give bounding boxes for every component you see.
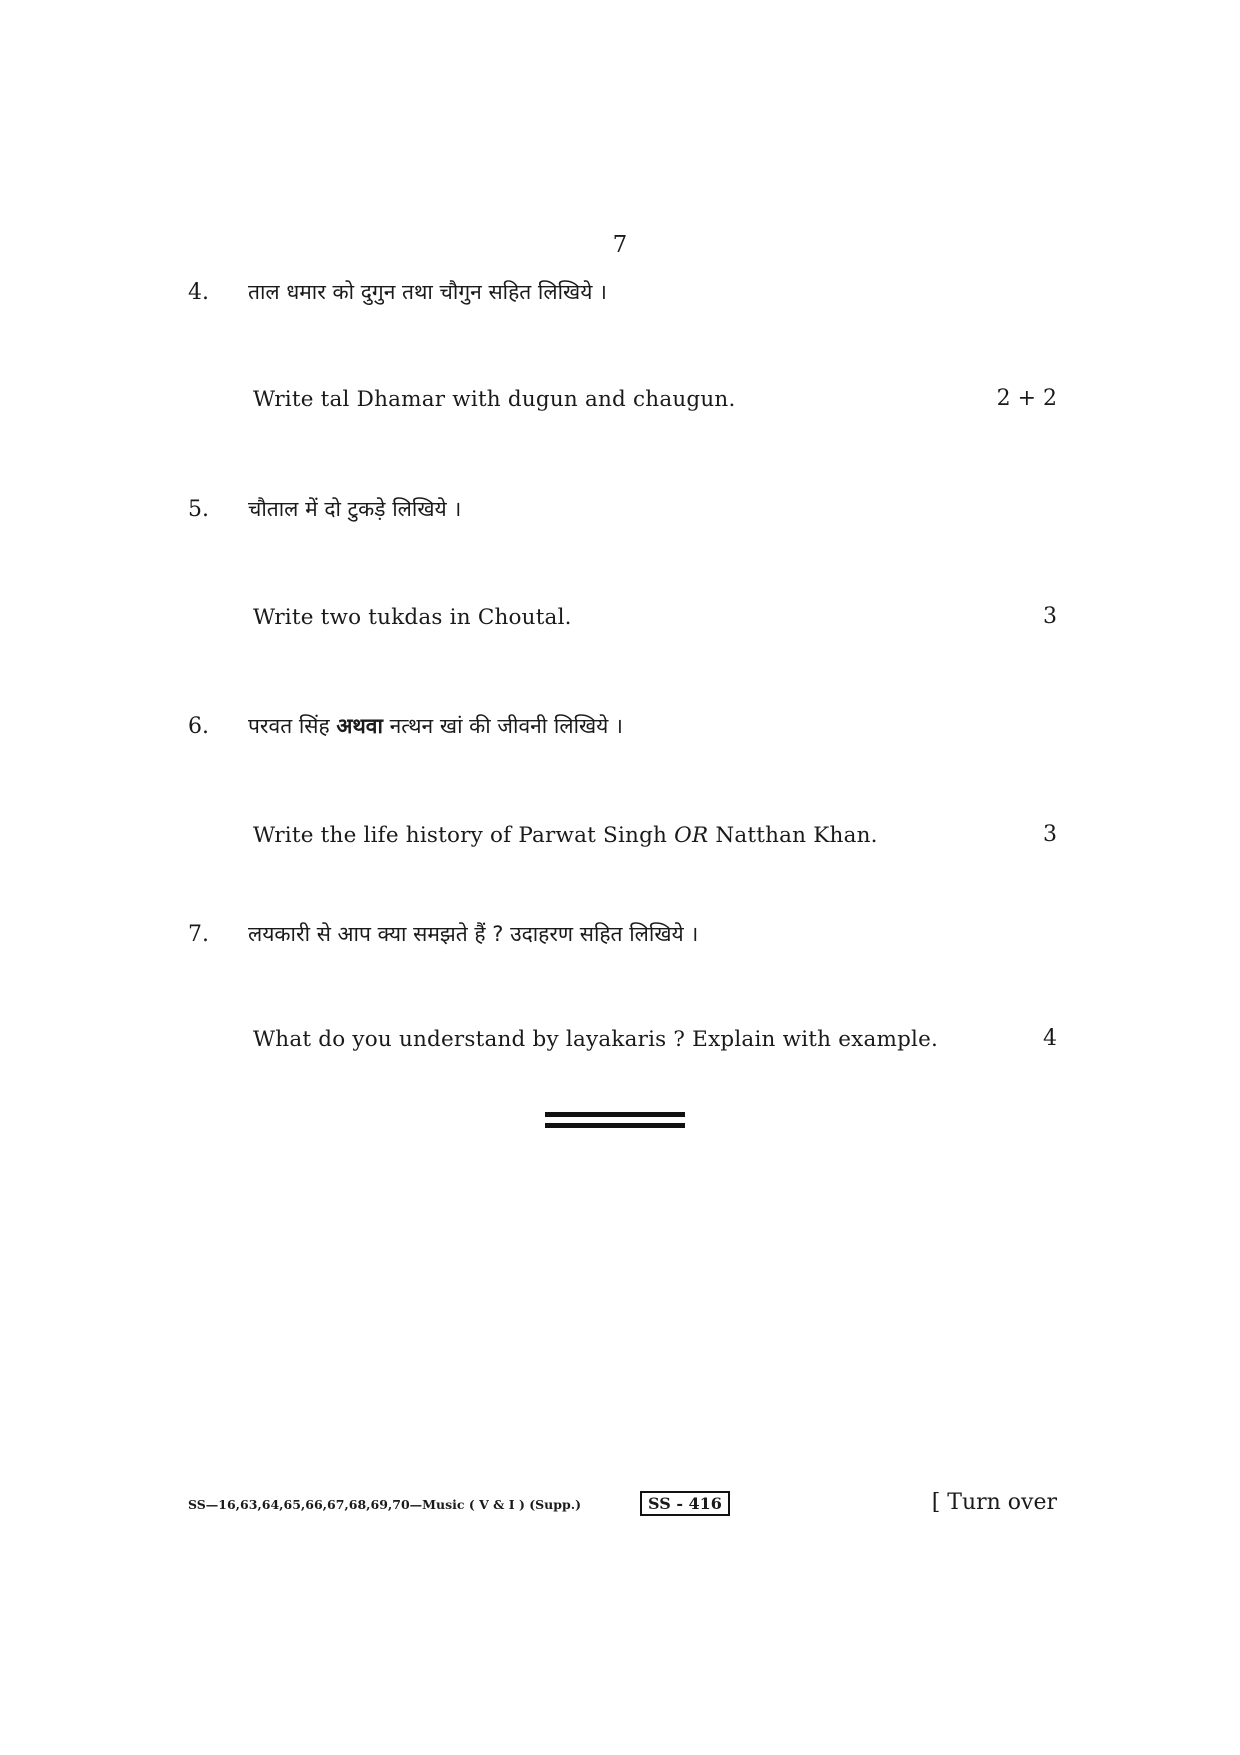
english-text: Natthan Khan. [715,823,878,848]
question-marks: 3 [1043,822,1057,847]
question-hindi [248,712,623,740]
question-hindi: लयकारी से आप क्या समझते हैं ? उदाहरण सहित लिखिये । [248,922,699,946]
question-english: What do you understand by layakaris ? Explain with example. [253,1027,939,1052]
english-text: Write the life history of Parwat Singh [253,823,668,848]
footer-paper-id-box: SS - 416 [640,1491,730,1516]
question-marks: 4 [1043,1026,1057,1051]
footer-turn-over: [ Turn over [931,1490,1057,1515]
question-english: Write tal Dhamar with dugun and chaugun. [253,387,736,412]
hindi-text: नत्थन खां की जीवनी लिखिये । [389,714,623,738]
english-or-italic: OR [674,823,709,848]
question-english [253,823,878,848]
question-hindi: ताल धमार को दुगुन तथा चौगुन सहित लिखिये । [248,280,608,304]
page-number: 7 [612,232,628,258]
end-rule-bottom [545,1123,685,1128]
hindi-or-bold: अथवा [336,714,383,738]
hindi-text: परवत सिंह [248,714,330,738]
question-english: Write two tukdas in Choutal. [253,605,572,630]
end-rule-top [545,1112,685,1117]
question-hindi: चौताल में दो टुकड़े लिखिये । [248,497,462,521]
question-number: 5. [188,497,209,522]
question-marks: 3 [1043,604,1057,629]
footer-paper-code: SS—16,63,64,65,66,67,68,69,70—Music ( V & I ) (Supp.) [188,1497,582,1512]
question-marks: 2 + 2 [996,386,1057,411]
question-number: 7. [188,922,209,947]
question-number: 6. [188,714,209,739]
question-number: 4. [188,280,209,305]
